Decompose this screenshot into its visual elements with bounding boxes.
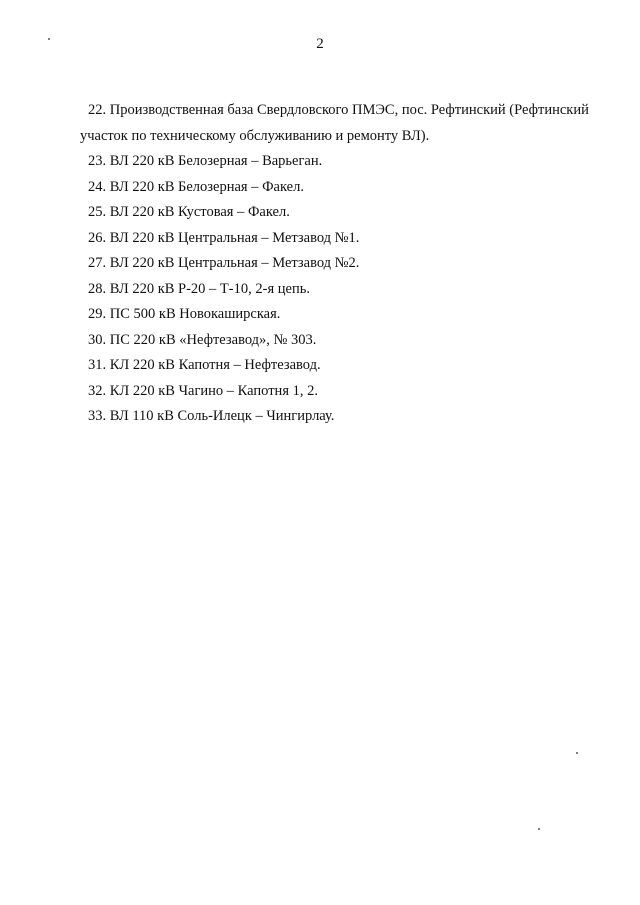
item-number: 27.: [88, 255, 107, 271]
item-number: 26.: [88, 229, 107, 246]
page-number: 2: [316, 36, 324, 52]
list-item: [88, 277, 620, 303]
item-text: ВЛ 220 кВ Белозерная – Варьеган.: [109, 153, 323, 169]
item-number: 30.: [88, 331, 107, 348]
list-item: [88, 302, 620, 328]
item-text: ПС 500 кВ Новокаширская.: [109, 306, 281, 322]
item-text-continuation: участок по техническому обслуживанию и ремонту ВЛ).: [80, 127, 430, 144]
item-number: 29.: [88, 306, 107, 322]
list-item: [88, 379, 620, 405]
item-number: 23.: [88, 153, 107, 169]
list-item: [80, 98, 620, 149]
item-number: 28.: [88, 280, 107, 297]
scan-speck: [48, 38, 50, 40]
scan-speck: [576, 752, 578, 754]
list-item: [88, 353, 620, 379]
item-number: 25.: [88, 204, 107, 220]
item-number: 32.: [88, 382, 107, 399]
item-text: КЛ 220 кВ Капотня – Нефтезавод.: [109, 357, 321, 373]
list-item: [88, 200, 620, 226]
list-item: [88, 149, 620, 175]
item-number: 24.: [88, 178, 107, 195]
item-number: 22.: [88, 102, 107, 118]
list-item: [88, 328, 620, 354]
item-text: КЛ 220 кВ Чагино – Капотня 1, 2.: [109, 382, 318, 399]
scan-speck: [538, 828, 540, 830]
item-text: ВЛ 220 кВ Р-20 – Т-10, 2-я цепь.: [109, 280, 310, 297]
facility-list: [80, 98, 620, 430]
list-item: [88, 175, 620, 201]
item-text: ВЛ 110 кВ Соль-Илецк – Чингирлау.: [109, 408, 335, 424]
item-text: ВЛ 220 кВ Центральная – Метзавод №1.: [109, 229, 360, 246]
item-text: Производственная база Свердловского ПМЭС, пос. Рефтинский (Рефтинский: [109, 102, 589, 118]
item-text: ПС 220 кВ «Нефтезавод», № 303.: [109, 331, 317, 348]
item-number: 33.: [88, 408, 107, 424]
item-text: ВЛ 220 кВ Кустовая – Факел.: [109, 204, 290, 220]
item-text: ВЛ 220 кВ Центральная – Метзавод №2.: [109, 255, 360, 271]
item-number: 31.: [88, 357, 107, 373]
list-item: [88, 226, 620, 252]
list-item: [88, 404, 620, 430]
item-text: ВЛ 220 кВ Белозерная – Факел.: [109, 178, 304, 195]
list-item: [88, 251, 620, 277]
